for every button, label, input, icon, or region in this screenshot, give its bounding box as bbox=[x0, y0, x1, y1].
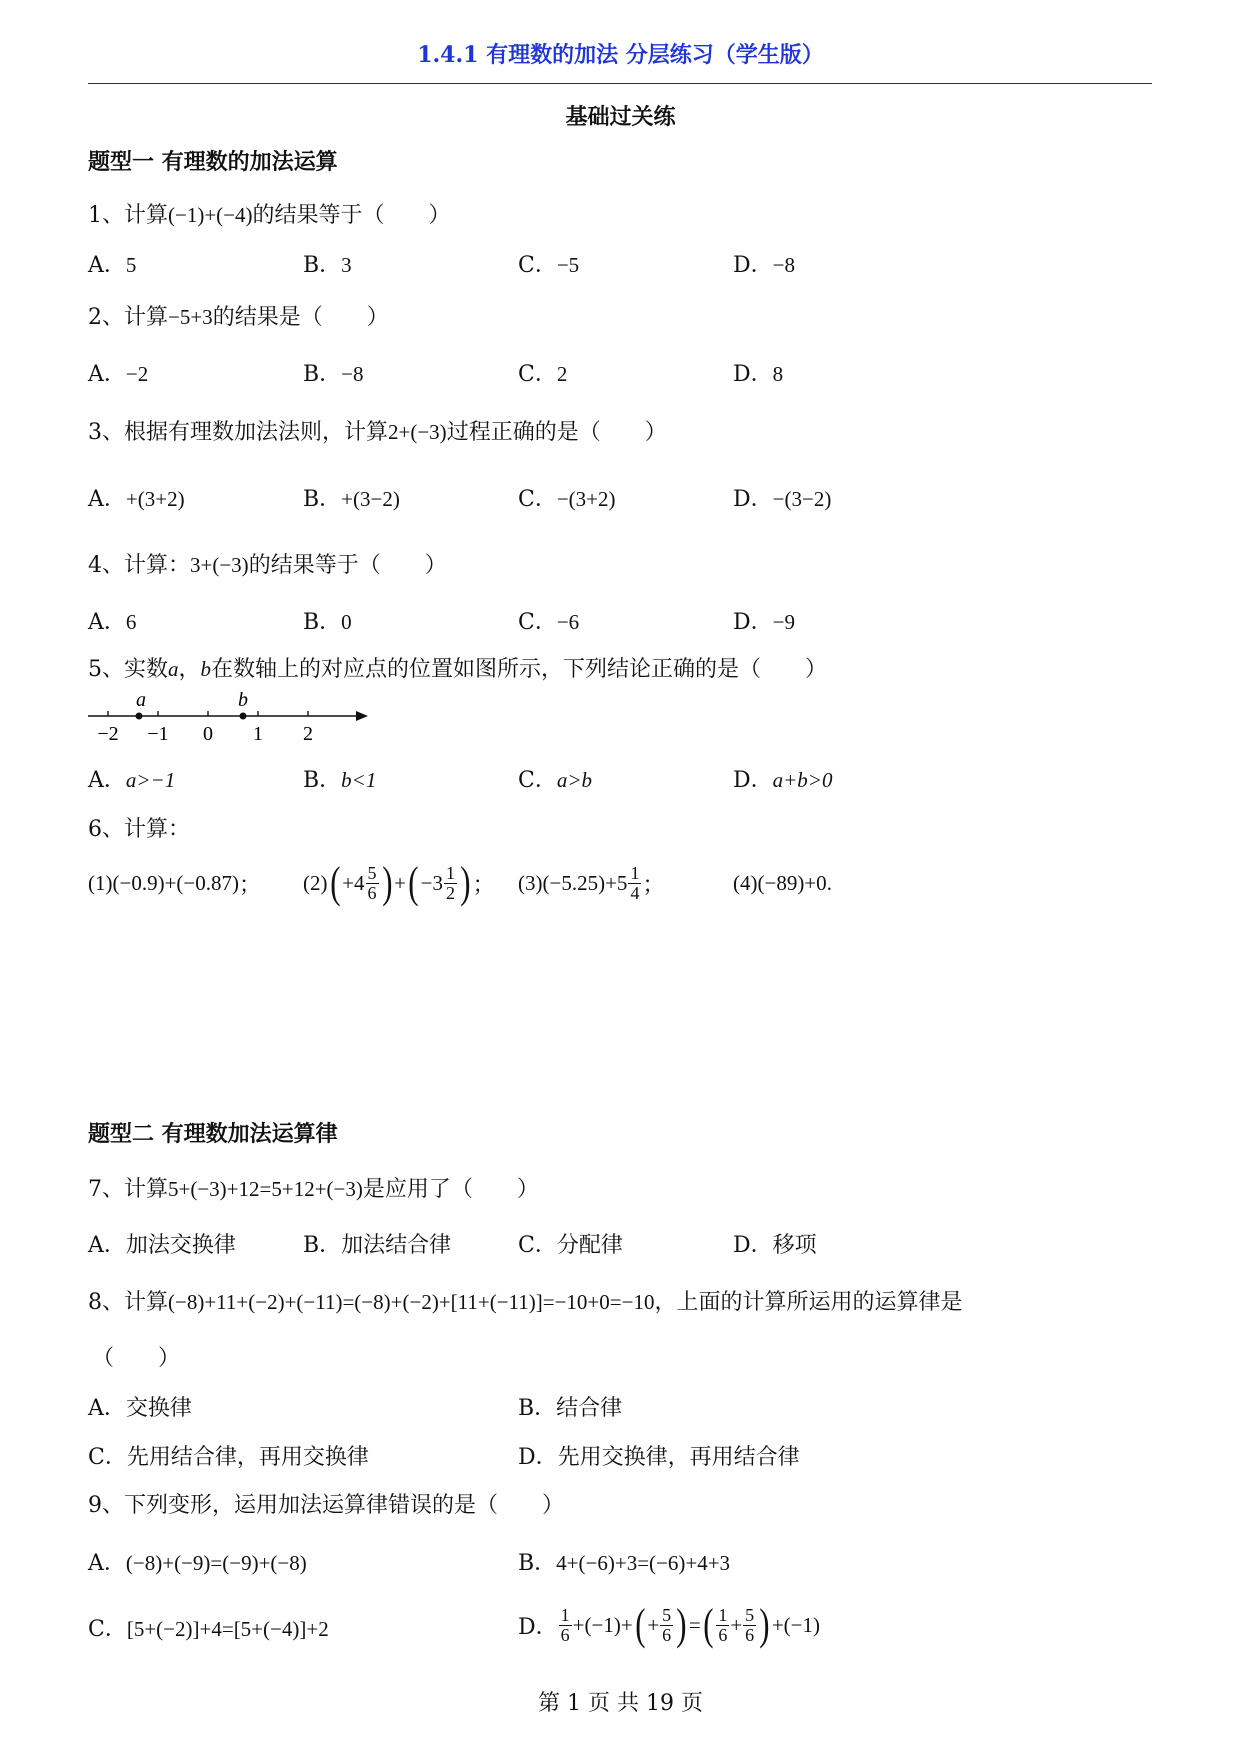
option-value: −8 bbox=[772, 253, 795, 277]
q7-prefix: 7、计算 bbox=[88, 1177, 168, 1202]
question-6: 6、计算： bbox=[88, 817, 190, 842]
q7-suffix: 是应用了（ ） bbox=[362, 1177, 539, 1202]
option-value: −9 bbox=[772, 610, 795, 634]
right-paren-icon: ) bbox=[676, 1600, 687, 1649]
right-paren-icon: ) bbox=[759, 1600, 770, 1649]
q3-option-d[interactable] bbox=[733, 482, 831, 513]
q5-text-start: 5、实数 bbox=[88, 657, 168, 682]
q4-option-c[interactable] bbox=[518, 605, 579, 636]
section-title: 基础过关练 bbox=[565, 104, 676, 130]
option-value: 先用结合律，再用交换律 bbox=[126, 1445, 369, 1470]
left-paren-icon: ( bbox=[329, 858, 340, 907]
q5-option-c[interactable] bbox=[518, 763, 592, 794]
q3-option-a[interactable] bbox=[88, 482, 185, 513]
q4-option-a[interactable] bbox=[88, 605, 136, 636]
option-value: 8 bbox=[772, 362, 784, 386]
numerator: 5 bbox=[662, 1604, 672, 1625]
option-value: +(3+2) bbox=[125, 487, 185, 511]
q5-option-b[interactable] bbox=[303, 763, 376, 794]
fraction bbox=[628, 864, 641, 903]
option-label: C． bbox=[88, 1617, 127, 1642]
q8-expression: (−8)+11+(−2)+(−11)=(−8)+(−2)+[11+(−11)]=−10+0=−10 bbox=[168, 1290, 655, 1314]
q6-part-2 bbox=[303, 858, 495, 908]
fraction bbox=[716, 1606, 729, 1645]
option-value: −5 bbox=[556, 253, 580, 277]
option-value: 5 bbox=[125, 253, 137, 277]
q2-suffix: 的结果是（ ） bbox=[212, 305, 389, 330]
question-5 bbox=[88, 652, 827, 683]
option-value: 2 bbox=[556, 362, 568, 386]
fraction bbox=[366, 864, 379, 903]
option-label: D． bbox=[733, 768, 773, 793]
q7-option-b[interactable] bbox=[303, 1228, 451, 1259]
right-paren-icon: ) bbox=[460, 858, 471, 907]
equals-sign: = bbox=[688, 1612, 701, 1637]
part-expression: (−0.9)+(−0.87) bbox=[112, 870, 240, 895]
option-label: C． bbox=[88, 1445, 127, 1470]
q1-suffix: 的结果等于（ ） bbox=[252, 203, 451, 228]
q5-option-d[interactable] bbox=[733, 763, 832, 794]
option-value: −6 bbox=[556, 610, 580, 634]
type2-heading: 题型二 有理数加法运算律 bbox=[88, 1121, 338, 1147]
option-label: B． bbox=[518, 1396, 557, 1421]
q8-suffix: ，上面的计算所运用的运算律是 bbox=[654, 1290, 963, 1315]
option-value: −8 bbox=[341, 362, 364, 386]
q4-prefix: 4、计算： bbox=[88, 553, 190, 578]
q9-option-c[interactable] bbox=[88, 1612, 329, 1643]
q3-suffix: 过程正确的是（ ） bbox=[446, 420, 667, 445]
q1-option-d[interactable] bbox=[733, 248, 795, 279]
page-title: 1.4.1 有理数的加法 分层练习（学生版） bbox=[417, 42, 824, 68]
option-value: −(3+2) bbox=[556, 487, 616, 511]
option-value: 3 bbox=[341, 253, 352, 277]
number-line bbox=[86, 692, 376, 752]
q8-option-b[interactable] bbox=[518, 1391, 622, 1422]
part-index: (2) bbox=[303, 870, 328, 895]
question-3 bbox=[88, 415, 667, 446]
q8-answer-paren: （ ） bbox=[92, 1346, 181, 1371]
option-label: D． bbox=[518, 1445, 558, 1470]
header-divider bbox=[88, 83, 1152, 84]
option-value: 4+(−6)+3=(−6)+4+3 bbox=[556, 1551, 731, 1575]
q8-option-c[interactable] bbox=[88, 1440, 369, 1471]
fraction bbox=[559, 1606, 572, 1645]
q5-var-a: a bbox=[168, 657, 179, 681]
part-index: (3) bbox=[518, 870, 543, 895]
option-label: C． bbox=[518, 610, 557, 635]
option-label: A． bbox=[88, 1396, 126, 1421]
option-value: 6 bbox=[125, 610, 137, 634]
option-label: A． bbox=[88, 768, 126, 793]
tick-label: −2 bbox=[97, 723, 119, 745]
option-label: D． bbox=[733, 1233, 773, 1258]
q4-expression: 3+(−3) bbox=[190, 553, 249, 577]
q7-option-c[interactable] bbox=[518, 1228, 623, 1259]
option-value: 交换律 bbox=[125, 1396, 192, 1421]
option-label: B． bbox=[518, 1551, 557, 1576]
denominator: 6 bbox=[745, 1624, 755, 1645]
q8-prefix: 8、计算 bbox=[88, 1290, 168, 1315]
tick-label: −1 bbox=[147, 723, 169, 745]
q6-part-1 bbox=[88, 858, 261, 908]
option-value: 加法结合律 bbox=[341, 1233, 452, 1258]
numerator: 5 bbox=[745, 1604, 755, 1625]
option-value: 结合律 bbox=[556, 1396, 623, 1421]
left-paren-icon: ( bbox=[702, 1600, 714, 1649]
part-index: (1) bbox=[88, 870, 113, 895]
q3-option-c[interactable] bbox=[518, 482, 616, 513]
option-value: 0 bbox=[341, 610, 352, 634]
fraction bbox=[743, 1606, 756, 1645]
q7-option-d[interactable] bbox=[733, 1228, 817, 1259]
q3-prefix: 3、根据有理数加法法则，计算 bbox=[88, 420, 388, 445]
tick-label: 2 bbox=[303, 723, 313, 745]
option-value: (−8)+(−9)=(−9)+(−8) bbox=[125, 1551, 307, 1575]
option-label: B． bbox=[303, 768, 342, 793]
q4-option-b[interactable] bbox=[303, 605, 352, 636]
q1-option-a[interactable] bbox=[88, 248, 136, 279]
part-expression: (−5.25)+5 bbox=[542, 870, 628, 895]
page-footer: 第 1 页 共 19 页 bbox=[538, 1691, 703, 1716]
option-label: B． bbox=[303, 487, 342, 512]
q9-option-b[interactable] bbox=[518, 1546, 730, 1577]
option-label: B． bbox=[303, 253, 342, 278]
q2-option-b[interactable] bbox=[303, 357, 364, 388]
option-label: D． bbox=[733, 610, 773, 635]
question-4 bbox=[88, 548, 447, 579]
q2-option-d[interactable] bbox=[733, 357, 783, 388]
fraction bbox=[444, 864, 457, 903]
option-value: +(3−2) bbox=[341, 487, 400, 511]
q2-option-a[interactable] bbox=[88, 357, 148, 388]
option-label: B． bbox=[303, 1233, 342, 1258]
option-value: [5+(−2)]+4=[5+(−4)]+2 bbox=[126, 1617, 329, 1641]
q1-prefix: 1、计算 bbox=[88, 203, 168, 228]
q5-option-a[interactable] bbox=[88, 763, 175, 794]
option-value: b<1 bbox=[341, 768, 377, 792]
option-value: a+b>0 bbox=[772, 768, 833, 792]
q8-option-d[interactable] bbox=[518, 1440, 800, 1471]
part-end: ； bbox=[472, 872, 495, 898]
question-1 bbox=[88, 198, 451, 229]
numerator: 1 bbox=[718, 1604, 728, 1625]
option-label: A． bbox=[88, 1233, 126, 1258]
part-end: ； bbox=[642, 872, 665, 898]
option-value: −(3−2) bbox=[772, 487, 832, 511]
denominator: 6 bbox=[367, 882, 377, 903]
q1-expression: (−1)+(−4) bbox=[168, 203, 253, 227]
part-end: . bbox=[826, 870, 832, 895]
option-label: C． bbox=[518, 768, 557, 793]
option-label: D． bbox=[733, 487, 773, 512]
type1-heading: 题型一 有理数的加法运算 bbox=[88, 149, 338, 175]
part-index: (4) bbox=[733, 870, 758, 895]
denominator: 2 bbox=[446, 882, 455, 903]
option-label: A． bbox=[88, 487, 126, 512]
question-2 bbox=[88, 300, 389, 331]
part-end: ； bbox=[239, 872, 262, 898]
option-label: D． bbox=[733, 362, 773, 387]
option-label: A． bbox=[88, 610, 126, 635]
q6-part-4 bbox=[733, 858, 832, 908]
plus-sign: + bbox=[647, 1612, 660, 1637]
tick-label: 0 bbox=[203, 723, 213, 745]
mixed-integer: −3 bbox=[420, 870, 443, 895]
point-a-label: a bbox=[136, 692, 146, 711]
option-label: C． bbox=[518, 1233, 557, 1258]
option-value: 加法交换律 bbox=[125, 1233, 236, 1258]
q6-part-3 bbox=[518, 858, 664, 908]
q5-var-b: b bbox=[200, 657, 212, 681]
q4-suffix: 的结果等于（ ） bbox=[248, 553, 447, 578]
option-label: C． bbox=[518, 253, 557, 278]
question-7 bbox=[88, 1172, 539, 1203]
q2-expression: −5+3 bbox=[168, 305, 213, 329]
tick-label: 1 bbox=[253, 723, 263, 745]
option-value: a>−1 bbox=[125, 768, 176, 792]
denominator: 6 bbox=[560, 1624, 570, 1645]
numerator: 1 bbox=[630, 862, 640, 883]
q9-option-d[interactable] bbox=[518, 1598, 820, 1652]
option-value: 分配律 bbox=[556, 1233, 623, 1258]
option-value: 移项 bbox=[772, 1233, 817, 1258]
q3-option-b[interactable] bbox=[303, 482, 400, 513]
question-9: 9、下列变形，运用加法运算律错误的是（ ） bbox=[88, 1493, 564, 1518]
left-paren-icon: ( bbox=[634, 1600, 646, 1649]
q7-expression: 5+(−3)+12=5+12+(−3) bbox=[168, 1177, 363, 1201]
operator: +(−1)+ bbox=[572, 1612, 633, 1637]
option-label: A． bbox=[88, 1551, 126, 1576]
option-value: −2 bbox=[125, 362, 149, 386]
numerator: 5 bbox=[367, 862, 377, 883]
point-b-label: b bbox=[238, 692, 248, 711]
option-label: C． bbox=[518, 362, 557, 387]
q7-option-a[interactable] bbox=[88, 1228, 236, 1259]
denominator: 6 bbox=[718, 1624, 728, 1645]
option-value: a>b bbox=[556, 768, 593, 792]
q5-text-end: 在数轴上的对应点的位置如图所示，下列结论正确的是（ ） bbox=[211, 657, 828, 682]
denominator: 6 bbox=[662, 1624, 672, 1645]
q1-option-b[interactable] bbox=[303, 248, 352, 279]
option-label: A． bbox=[88, 362, 126, 387]
q8-option-a[interactable] bbox=[88, 1391, 192, 1422]
fraction bbox=[660, 1606, 673, 1645]
plus-sign: + bbox=[730, 1612, 743, 1637]
operator: + bbox=[394, 870, 406, 895]
q1-option-c[interactable] bbox=[518, 248, 579, 279]
option-value: 先用交换律，再用结合律 bbox=[557, 1445, 800, 1470]
numerator: 1 bbox=[560, 1604, 570, 1625]
q4-option-d[interactable] bbox=[733, 605, 795, 636]
q5-separator: ， bbox=[178, 657, 201, 682]
option-label: A． bbox=[88, 253, 126, 278]
operator: +(−1) bbox=[771, 1612, 821, 1637]
mixed-integer: +4 bbox=[342, 870, 365, 895]
numerator: 1 bbox=[446, 862, 455, 883]
right-paren-icon: ) bbox=[381, 858, 392, 907]
left-paren-icon: ( bbox=[408, 858, 419, 907]
q2-option-c[interactable] bbox=[518, 357, 567, 388]
denominator: 4 bbox=[630, 882, 640, 903]
question-8 bbox=[88, 1285, 962, 1316]
q3-expression: 2+(−3) bbox=[388, 420, 447, 444]
option-label: C． bbox=[518, 487, 557, 512]
part-expression: (−89)+0 bbox=[757, 870, 827, 895]
option-label: D． bbox=[518, 1614, 558, 1640]
q9-option-a[interactable] bbox=[88, 1546, 307, 1577]
option-label: D． bbox=[733, 253, 773, 278]
option-label: B． bbox=[303, 362, 342, 387]
q2-prefix: 2、计算 bbox=[88, 305, 168, 330]
option-label: B． bbox=[303, 610, 342, 635]
